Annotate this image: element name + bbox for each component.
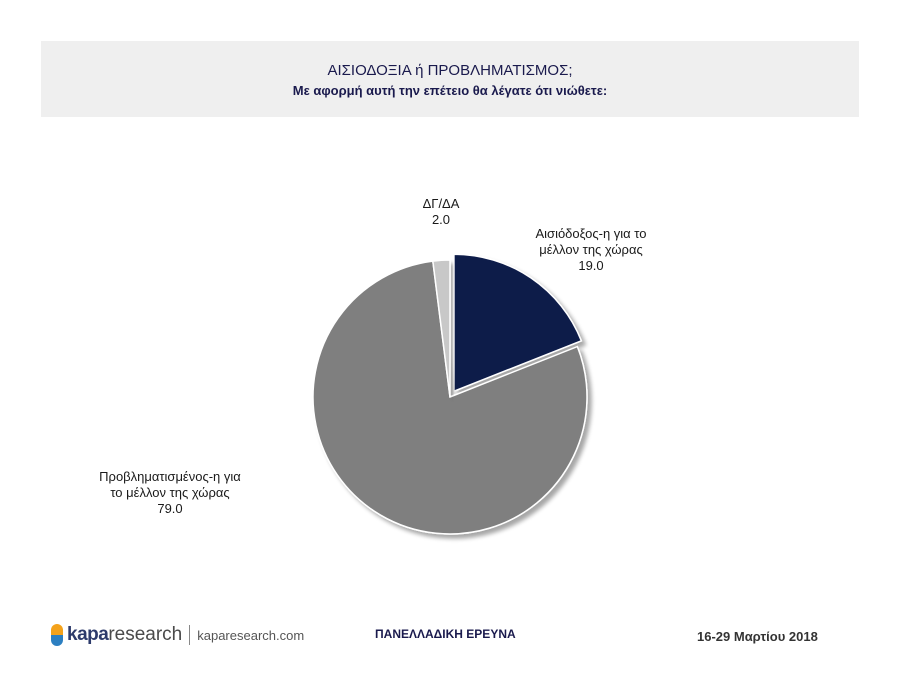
slice-label-2 <box>423 196 460 227</box>
slice-value-1: 79.0 <box>157 501 183 516</box>
slice-label-line-1: το μέλλον της χώρας <box>110 485 230 500</box>
chart-title: ΑΙΣΙΟΔΟΞΙΑ ή ΠΡΟΒΛΗΜΑΤΙΣΜΟΣ; <box>327 62 573 79</box>
slice-value-2: 2.0 <box>431 212 451 227</box>
slice-label-line-2: ΔΓ/ΔΑ <box>422 196 460 211</box>
logo-research-text: research <box>108 624 183 645</box>
logo-kapa-text: kapa <box>67 624 109 645</box>
slice-label-0 <box>535 226 646 273</box>
survey-date: 16-29 Μαρτίου 2018 <box>697 629 818 644</box>
logo-mark-icon <box>51 624 63 646</box>
logo-divider <box>189 625 190 645</box>
logo-url: kaparesearch.com <box>197 627 305 643</box>
kapa-research-logo <box>51 622 304 648</box>
slice-label-1 <box>99 469 241 516</box>
survey-scope-label: ΠΑΝΕΛΛΑΔΙΚΗ ΕΡΕΥΝΑ <box>375 627 516 641</box>
chart-subtitle: Με αφορμή αυτή την επέτειο θα λέγατε ότι νιώθετε: <box>292 83 608 98</box>
slice-label-line-1: Προβληματισμένος-η για <box>99 469 241 484</box>
slice-label-line-0: Αισιόδοξος-η για το <box>535 226 647 241</box>
slice-value-0: 19.0 <box>578 258 604 273</box>
slice-label-line-0: μέλλον της χώρας <box>539 242 643 257</box>
